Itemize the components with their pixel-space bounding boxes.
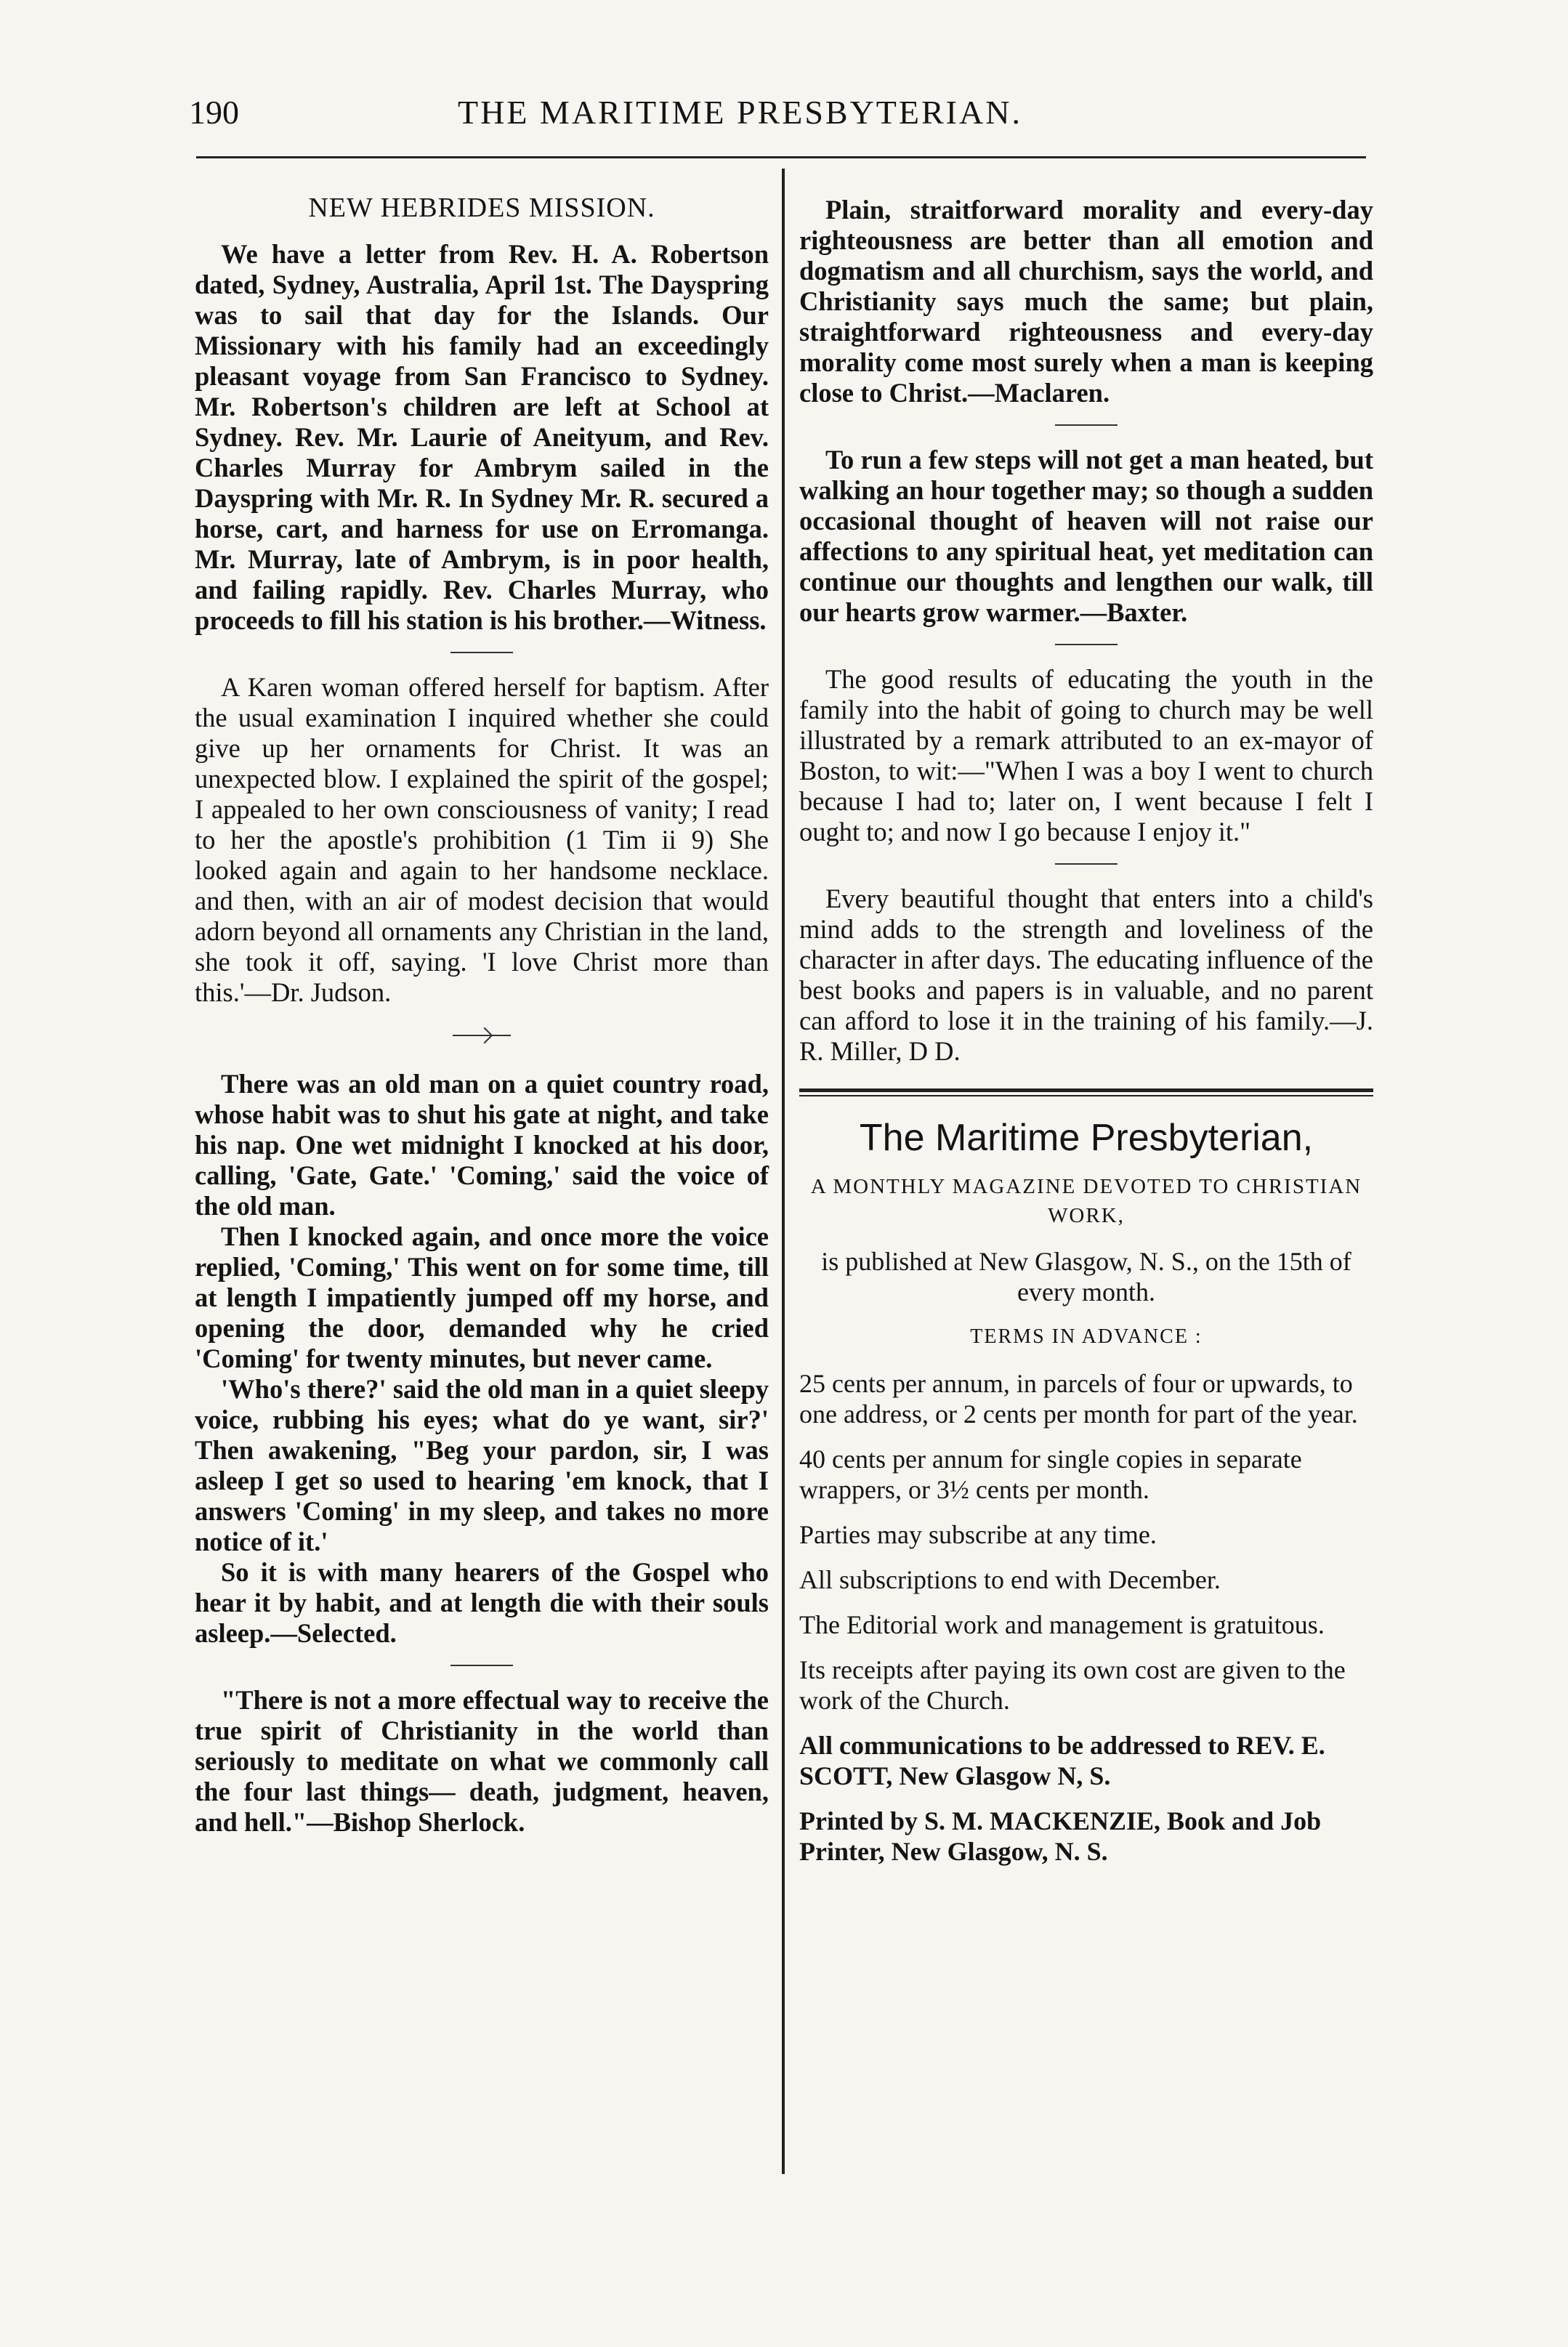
terms-heading: TERMS IN ADVANCE : [970,1325,1203,1348]
printer-note: Printed by S. M. MACKENZIE, Book and Job Printer, New Glasgow, N. S. [799,1806,1322,1866]
magazine-subtitle: A MONTHLY MAGAZINE DEVOTED TO CHRISTIAN WORK, [810,1175,1362,1227]
terms-parcels: 25 cents per annum, in parcels of four or upwards, to one address, or 2 cents per month for part of the year. [799,1369,1358,1429]
left-column [195,193,769,1838]
sherlock-quote: "There is not a more effectual way to receive the true spirit of Christianity in the world than seriously to meditate on what we commonly call the four last things— death, judgment, heaven, and hell."—Bishop Sherlock. [195,1685,769,1837]
mission-paragraph: We have a letter from Rev. H. A. Robertson dated, Sydney, Australia, April 1st. The Dayspring was to sail that day for the Islands. Our Missionary with his family had an exceedingly pleasant voyage from San Francisco to Sydney. Mr. Robertson's children are left at School at Sydney. Rev. Mr. Laurie of Aneityum, and Rev. Charles Murray for Ambrym sailed in the Dayspring with Mr. R. In Sydney Mr. R. secured a horse, cart, and harness for use on Erromanga. Mr. Murray, late of Ambrym, is in poor health, and failing rapidly. Rev. Charles Murray, who proceeds to fill his station is his brother.—Witness. [195,239,769,635]
magazine-notice [799,1117,1373,1867]
notice-rule-bold [799,1088,1373,1092]
right-column [799,195,1373,1881]
separator-rule [1055,424,1118,426]
notice-rule-thin [799,1095,1373,1096]
receipts-note: Its receipts after paying its own cost are given to the work of the Church. [799,1655,1346,1715]
header-rule [196,156,1366,158]
maclaren-paragraph: Plain, straitforward morality and every-day righteousness are better than all emotion and dogmatism and all churchism, says the world, and Christianity says much the same; but plain, straightforward righteousness and every-day morality come most surely when a man is keeping close to Christ.—Maclaren. [799,195,1373,408]
subscriptions-end-note: All subscriptions to end with December. [799,1565,1221,1594]
subscribe-note: Parties may subscribe at any time. [799,1520,1157,1549]
old-man-paragraph: There was an old man on a quiet country road, whose habit was to shut his gate at night, and take his nap. One wet midnight I knocked at his door, calling, 'Gate, Gate.' 'Coming,' said the voice of the old man. [195,1069,769,1221]
page-header [189,93,1381,144]
separator-rule [450,652,513,653]
running-title: THE MARITIME PRESBYTERIAN. [458,94,1022,131]
separator-rule [450,1665,513,1666]
whos-there-paragraph: 'Who's there?' said the old man in a quiet sleepy voice, rubbing his eyes; what do ye want, sir?' Then awakening, "Beg your pardon, sir, I was asleep I get so used to hearing 'em knock, that I answers 'Coming' in my sleep, and takes no more notice of it.' [195,1374,769,1556]
knocked-again-paragraph: Then I knocked again, and once more the voice replied, 'Coming,' This went on for some time, till at length I impatiently jumped off my horse, and opening the door, demanded why he cried 'Coming' for twenty minutes, but never came. [195,1221,769,1373]
karen-woman-paragraph: A Karen woman offered herself for baptism. After the usual examination I inquired whether she could give up her ornaments for Christ. It was an unexpected blow. I explained the spirit of the gospel; I appealed to her own consciousness of vanity; I read to her the apostle's prohibition (1 Tim ii 9) She looked again and again to her handsome necklace. and then, with an air of modest decision that would adorn beyond all ornaments any Christian in the land, she took it off, saying. 'I love Christ more than this.'—Dr. Judson. [195,672,769,1007]
magazine-title: The Maritime Presbyterian, [859,1117,1314,1159]
boston-mayor-paragraph: The good results of educating the youth in the family into the habit of going to church may be well illustrated by a remark attributed to an ex-mayor of Boston, to wit:—"When I was a boy I went to church because I had to; later on, I went because I felt I ought to; and now I go because I enjoy it." [799,664,1373,847]
miller-paragraph: Every beautiful thought that enters into a child's mind adds to the strength and loveliness of the character in after days. The educating influence of the best books and papers is in valuable, and no parent can afford to lose it in the training of his family.—J. R. Miller, D D. [799,884,1373,1066]
communications-note: All communications to be addressed to REV. E. SCOTT, New Glasgow N, S. [799,1731,1325,1790]
hearers-paragraph: So it is with many hearers of the Gospel who hear it by habit, and at length die with their souls asleep.—Selected. [195,1557,769,1648]
separator-ornament [453,1027,511,1044]
publication-info: is published at New Glasgow, N. S., on the 15th of every month. [821,1247,1351,1306]
column-divider [782,169,785,2174]
baxter-paragraph: To run a few steps will not get a man heated, but walking an hour together may; so though a sudden occasional thought of heaven will not raise our affections to any spiritual heat, yet meditation can continue our thoughts and lengthen our walk, till our hearts grow warmer.—Baxter. [799,445,1373,627]
separator-rule [1055,644,1118,645]
mission-heading: NEW HEBRIDES MISSION. [308,193,655,223]
editorial-note: The Editorial work and management is gratuitous. [799,1610,1325,1639]
separator-rule [1055,863,1118,865]
page-number: 190 [189,94,239,131]
terms-single-copies: 40 cents per annum for single copies in separate wrappers, or 3½ cents per month. [799,1445,1302,1504]
